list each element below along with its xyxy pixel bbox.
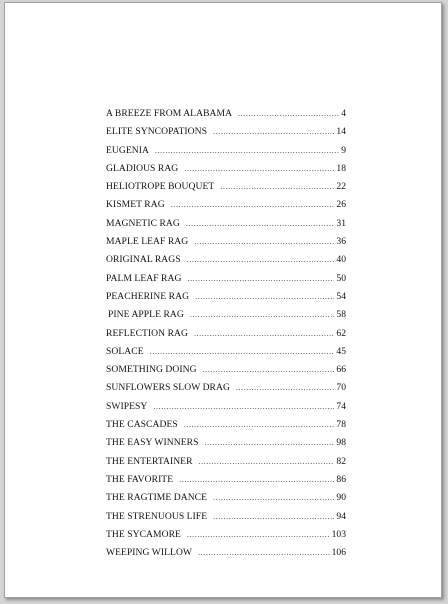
toc-entry-page: 62 — [336, 327, 346, 339]
toc-dot-leader — [186, 215, 335, 233]
toc-entry[interactable] — [106, 434, 346, 452]
toc-entry-title: EUGENIA — [106, 144, 149, 156]
toc-entry-page: 98 — [336, 437, 346, 449]
toc-entry[interactable] — [106, 453, 346, 471]
toc-entry-page: 103 — [331, 528, 346, 540]
toc-entry-page: 31 — [336, 217, 346, 229]
toc-dot-leader — [204, 434, 334, 452]
toc-dot-leader — [187, 270, 334, 288]
toc-entry[interactable] — [106, 379, 346, 397]
toc-entry[interactable] — [106, 270, 346, 288]
toc-entry-page: 18 — [336, 162, 346, 174]
toc-entry[interactable] — [106, 416, 346, 434]
toc-entry-page: 82 — [336, 455, 346, 467]
toc-entry[interactable] — [106, 398, 346, 416]
toc-entry-page: 14 — [336, 126, 346, 138]
toc-dot-leader — [184, 160, 334, 178]
toc-entry-page: 54 — [336, 290, 346, 302]
toc-entry-page: 58 — [336, 309, 346, 321]
toc-dot-leader — [179, 471, 334, 489]
toc-entry[interactable] — [106, 306, 346, 324]
toc-entry-title: THE ENTERTAINER — [106, 455, 193, 467]
toc-entry[interactable] — [106, 123, 346, 141]
toc-entry[interactable] — [106, 526, 346, 544]
toc-entry-title: THE EASY WINNERS — [106, 437, 199, 449]
toc-entry-title: GLADIOUS RAG — [106, 162, 179, 174]
toc-dot-leader — [213, 489, 334, 507]
toc-dot-leader — [194, 325, 334, 343]
toc-dot-leader — [238, 105, 339, 123]
toc-dot-leader — [153, 398, 334, 416]
toc-entry[interactable] — [106, 325, 346, 343]
toc-dot-leader — [220, 178, 334, 196]
toc-entry-page: 94 — [336, 510, 346, 522]
toc-entry-title: PINE APPLE RAG — [108, 309, 184, 321]
toc-entry-page: 45 — [336, 345, 346, 357]
toc-dot-leader — [236, 379, 334, 397]
toc-entry[interactable] — [106, 196, 346, 214]
toc-dot-leader — [155, 142, 339, 160]
toc-entry-title: PEACHERINE RAG — [106, 290, 190, 302]
toc-entry-title: KISMET RAG — [106, 199, 165, 211]
toc-entry-title: WEEPING WILLOW — [106, 547, 193, 559]
toc-dot-leader — [184, 416, 335, 434]
toc-entry-page: 22 — [336, 181, 346, 193]
toc-entry-page: 106 — [331, 547, 346, 559]
toc-entry[interactable] — [106, 544, 346, 562]
toc-entry[interactable] — [106, 233, 346, 251]
toc-entry-title: THE FAVORITE — [106, 473, 174, 485]
toc-entry-page: 50 — [336, 272, 346, 284]
toc-entry-page: 9 — [341, 144, 346, 156]
toc-entry[interactable] — [106, 105, 346, 123]
toc-entry-title: THE CASCADES — [106, 419, 178, 431]
toc-entry-title: REFLECTION RAG — [106, 327, 188, 339]
toc-entry-page: 66 — [336, 364, 346, 376]
toc-dot-leader — [194, 233, 334, 251]
toc-entry[interactable] — [106, 288, 346, 306]
toc-entry-title: SOLACE — [106, 345, 144, 357]
toc-dot-leader — [187, 526, 330, 544]
toc-entry-page: 36 — [336, 236, 346, 248]
toc-entry-page: 4 — [341, 108, 346, 119]
toc-entry-title: THE RAGTIME DANCE — [106, 492, 208, 504]
toc-entry-page: 26 — [336, 199, 346, 211]
toc-dot-leader — [199, 453, 335, 471]
toc-entry-title: SOMETHING DOING — [106, 364, 197, 376]
toc-entry[interactable] — [106, 508, 346, 526]
toc-entry-title: ORIGINAL RAGS — [106, 254, 181, 266]
toc-dot-leader — [190, 306, 335, 324]
toc-entry-page: 40 — [336, 254, 346, 266]
toc-entry[interactable] — [106, 178, 346, 196]
toc-entry-title: HELIOTROPE BOUQUET — [106, 181, 215, 193]
toc-dot-leader — [195, 288, 334, 306]
toc-entry-page: 90 — [336, 492, 346, 504]
toc-entry-title: THE SYCAMORE — [106, 528, 181, 540]
toc-entry-title: SWIPESY — [106, 400, 148, 412]
toc-entry[interactable] — [106, 142, 346, 160]
toc-entry-title: ELITE SYNCOPATIONS — [106, 126, 208, 138]
toc-dot-leader — [150, 343, 335, 361]
toc-dot-leader — [187, 251, 335, 269]
toc-entry-title: PALM LEAF RAG — [106, 272, 182, 284]
toc-entry[interactable] — [106, 361, 346, 379]
toc-entry[interactable] — [106, 471, 346, 489]
toc-entry-title: A BREEZE FROM ALABAMA — [106, 108, 233, 119]
toc-entry[interactable] — [106, 251, 346, 269]
toc-entry-title: SUNFLOWERS SLOW DRAG — [106, 382, 230, 394]
toc-dot-leader — [203, 361, 335, 379]
toc-entry-title: THE STRENUOUS LIFE — [106, 510, 208, 522]
toc-entry-title: MAGNETIC RAG — [106, 217, 180, 229]
toc-entry[interactable] — [106, 489, 346, 507]
document-page — [4, 2, 442, 598]
toc-entry-page: 78 — [336, 419, 346, 431]
toc-dot-leader — [213, 123, 334, 141]
toc-entry-page: 74 — [336, 400, 346, 412]
toc-dot-leader — [198, 544, 330, 562]
toc-entry[interactable] — [106, 160, 346, 178]
toc-dot-leader — [171, 196, 335, 214]
table-of-contents — [106, 105, 346, 562]
toc-entry[interactable] — [106, 215, 346, 233]
toc-entry[interactable] — [106, 343, 346, 361]
toc-entry-title: MAPLE LEAF RAG — [106, 236, 189, 248]
toc-entry-page: 70 — [336, 382, 346, 394]
toc-entry-page: 86 — [336, 473, 346, 485]
toc-dot-leader — [213, 508, 334, 526]
